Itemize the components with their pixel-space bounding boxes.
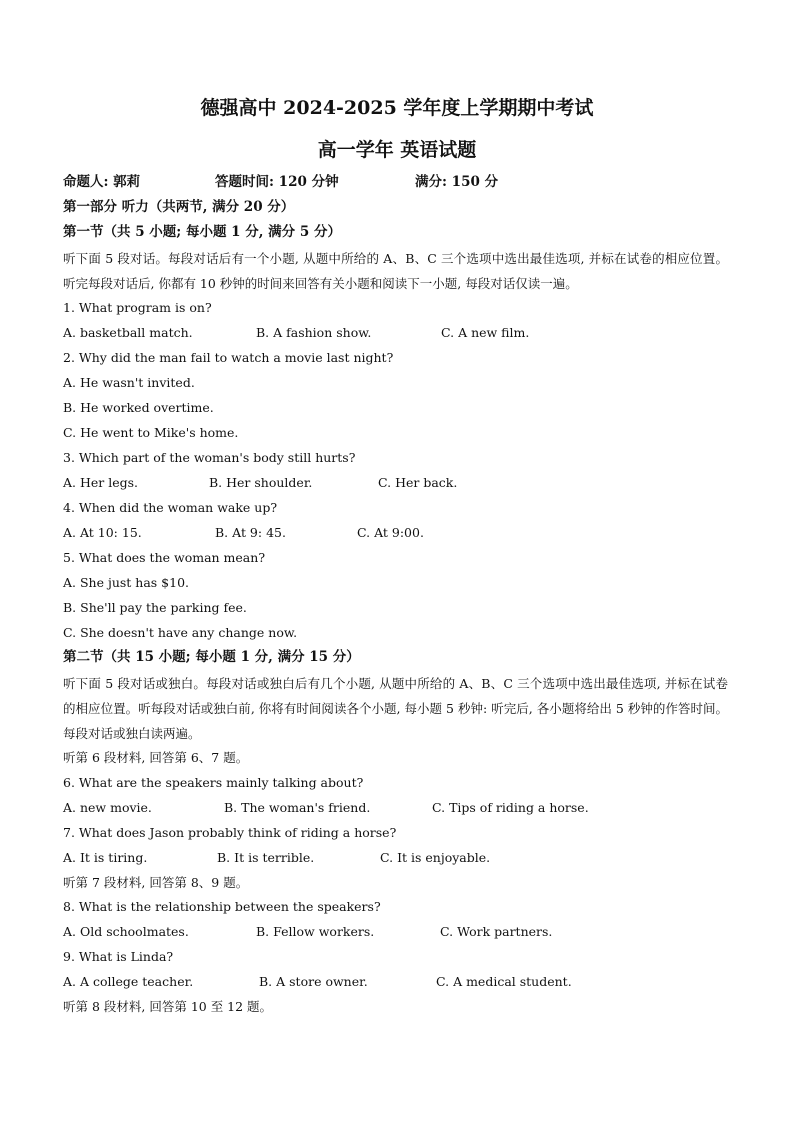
q6-option-b: B. The woman's friend. <box>224 800 371 815</box>
q4-option-a: A. At 10: 15. <box>63 525 142 540</box>
exam-author: 命题人: 郭莉 <box>63 174 141 190</box>
q6-option-c: C. Tips of riding a horse. <box>432 800 589 815</box>
material-6-note: 听第 6 段材料, 回答第 6、7 题。 <box>63 750 249 765</box>
question-2: 2. Why did the man fail to watch a movie last night? <box>63 350 394 365</box>
question-1: 1. What program is on? <box>63 300 212 315</box>
section2-instructions: 听下面 5 段对话或独白。每段对话或独白后有几个小题, 从题中所给的 A、B、C 三个选项中选出最佳选项, 并标在试卷的相应位置。听每段对话或独白前, 你将有时间阅读各个小题, 每小题 5 秒钟: 听完后, 各小题将给出 5 秒钟的作答时间。每段对话或独白读两遍。 <box>63 676 728 741</box>
section1-instructions: 听下面 5 段对话。每段对话后有一个小题, 从题中所给的 A、B、C 三个选项中选出最佳选项, 并标在试卷的相应位置。听完每段对话后, 你都有 10 秒钟的时间来回答有关小题和阅读下一小题, 每段对话仅读一遍。 <box>63 251 728 291</box>
question-7: 7. What does Jason probably think of riding a horse? <box>63 825 397 840</box>
q5-option-a: A. She just has $10. <box>63 575 190 590</box>
question-4: 4. When did the woman wake up? <box>63 500 278 515</box>
q9-option-c: C. A medical student. <box>436 974 572 989</box>
q9-option-a: A. A college teacher. <box>63 974 194 989</box>
q1-option-a: A. basketball match. <box>63 325 193 340</box>
q1-option-c: C. A new film. <box>441 325 530 340</box>
question-6: 6. What are the speakers mainly talking about? <box>63 775 364 790</box>
material-7-note: 听第 7 段材料, 回答第 8、9 题。 <box>63 875 249 890</box>
q3-option-c: C. Her back. <box>378 475 458 490</box>
q7-option-c: C. It is enjoyable. <box>380 850 491 865</box>
question-9: 9. What is Linda? <box>63 949 174 964</box>
q7-option-a: A. It is tiring. <box>63 850 148 865</box>
q7-option-b: B. It is terrible. <box>217 850 315 865</box>
question-3: 3. Which part of the woman's body still hurts? <box>63 450 356 465</box>
exam-time: 答题时间: 120 分钟 <box>215 174 339 190</box>
section1-heading: 第一节（共 5 小题; 每小题 1 分, 满分 5 分） <box>63 224 341 240</box>
q6-option-a: A. new movie. <box>63 800 152 815</box>
q2-option-b: B. He worked overtime. <box>63 400 214 415</box>
q8-option-b: B. Fellow workers. <box>256 924 375 939</box>
q3-option-b: B. Her shoulder. <box>209 475 313 490</box>
q3-option-a: A. Her legs. <box>63 475 139 490</box>
q8-option-a: A. Old schoolmates. <box>63 924 189 939</box>
part1-heading: 第一部分 听力（共两节, 满分 20 分） <box>63 199 295 215</box>
q5-option-c: C. She doesn't have any change now. <box>63 625 298 640</box>
q9-option-b: B. A store owner. <box>259 974 368 989</box>
q4-option-c: C. At 9:00. <box>357 525 424 540</box>
question-5: 5. What does the woman mean? <box>63 550 266 565</box>
exam-title: 德强高中 2024-2025 学年度上学期期中考试 <box>200 97 594 119</box>
q8-option-c: C. Work partners. <box>440 924 553 939</box>
q4-option-b: B. At 9: 45. <box>215 525 286 540</box>
q2-option-a: A. He wasn't invited. <box>63 375 195 390</box>
question-8: 8. What is the relationship between the speakers? <box>63 899 381 914</box>
q5-option-b: B. She'll pay the parking fee. <box>63 600 247 615</box>
exam-score: 满分: 150 分 <box>415 174 499 190</box>
material-8-note: 听第 8 段材料, 回答第 10 至 12 题。 <box>63 999 273 1014</box>
q2-option-c: C. He went to Mike's home. <box>63 425 239 440</box>
exam-subtitle: 高一学年 英语试题 <box>317 139 477 161</box>
section2-heading: 第二节（共 15 小题; 每小题 1 分, 满分 15 分） <box>63 649 360 665</box>
q1-option-b: B. A fashion show. <box>256 325 372 340</box>
